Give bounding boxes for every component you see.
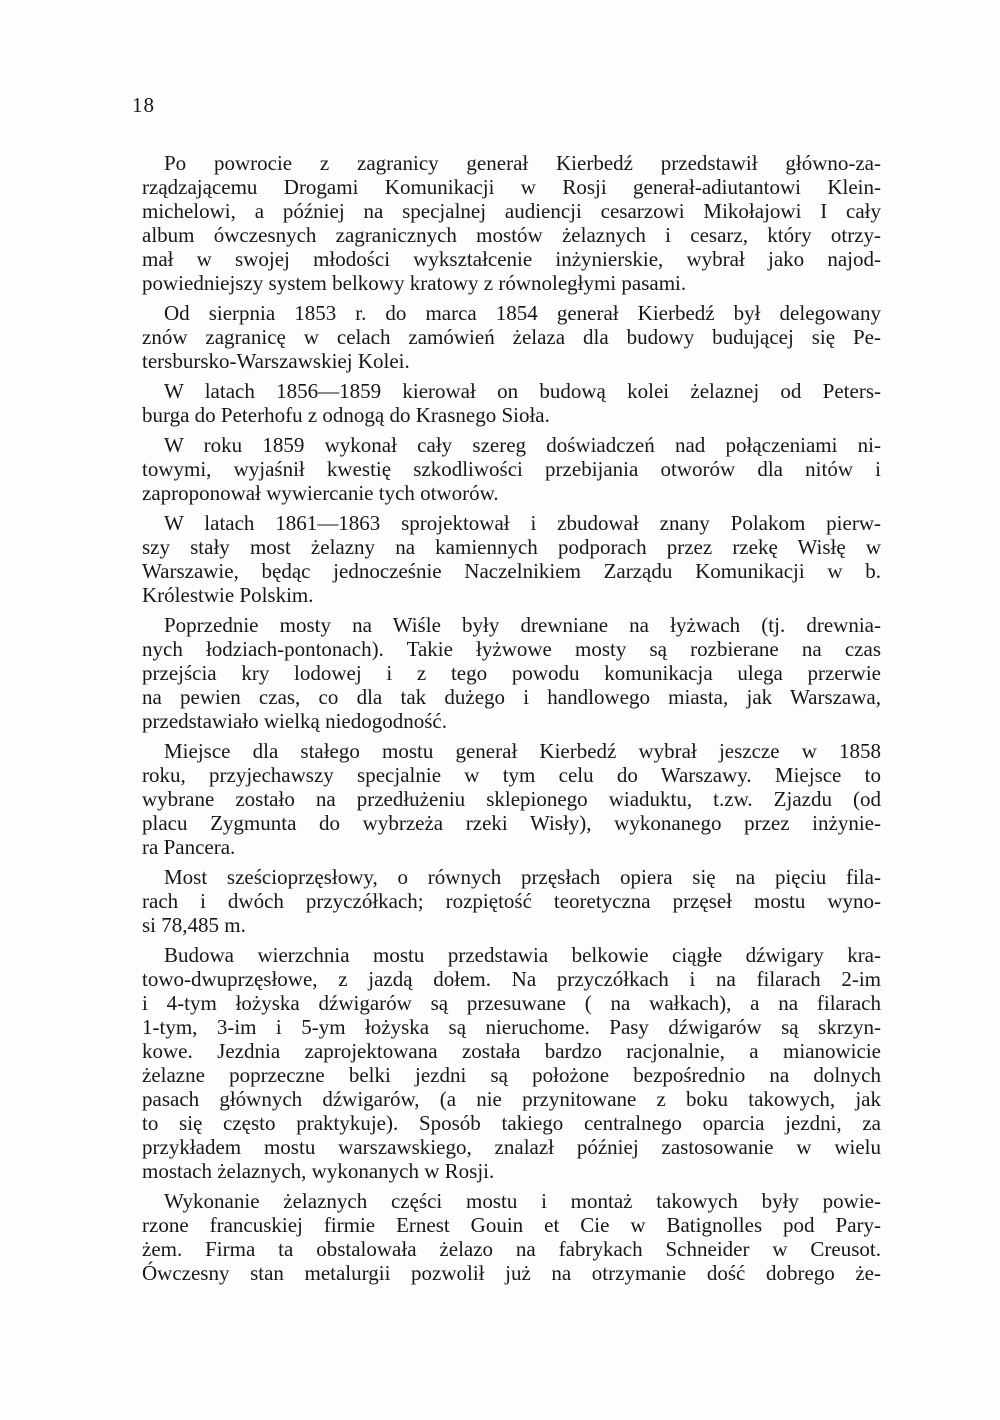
text-line: tersbursko-Warszawskiej Kolei. <box>142 349 410 373</box>
text-line: towymi, wyjaśnił kwestię szkodliwości przebijania otworów dla nitów i <box>142 457 881 481</box>
text-line: W latach 1856—1859 kierował on budową kolei żelaznej od Peters- <box>164 379 881 403</box>
paragraph <box>142 1189 881 1285</box>
text-line: 1-tym, 3-im i 5-ym łożyska są nieruchome. Pasy dźwigarów są skrzyn- <box>142 1015 881 1039</box>
text-line: pasach głównych dźwigarów, (a nie przynitowane z boku takowych, jak <box>142 1087 881 1111</box>
text-line: znów zagranicę w celach zamówień żelaza dla budowy budującej się Pe- <box>142 325 881 349</box>
text-line: przykładem mostu warszawskiego, znalazł później zastosowanie w wielu <box>142 1135 881 1159</box>
text-line: szy stały most żelazny na kamiennych podporach przez rzekę Wisłę w <box>142 535 881 559</box>
text-line: Ówczesny stan metalurgii pozwolił już na otrzymanie dość dobrego że- <box>142 1261 881 1285</box>
text-line: to się często praktykuje). Sposób takiego centralnego oparcia jezdni, za <box>142 1111 881 1135</box>
text-line: i 4-tym łożyska dźwigarów są przesuwane ( na wałkach), a na filarach <box>142 991 881 1015</box>
text-line: ra Pancera. <box>142 835 236 859</box>
text-line: nych łodziach-pontonach). Takie łyżwowe mosty są rozbierane na czas <box>142 637 881 661</box>
paragraph <box>142 379 881 427</box>
text-line: przedstawiało wielką niedogodność. <box>142 709 447 733</box>
text-line: Warszawie, będąc jednocześnie Naczelnikiem Zarządu Komunikacji w b. <box>142 559 881 583</box>
paragraph <box>142 301 881 373</box>
text-line: W latach 1861—1863 sprojektował i zbudował znany Polakom pierw- <box>164 511 881 535</box>
text-line: W roku 1859 wykonał cały szereg doświadczeń nad połączeniami ni- <box>164 433 881 457</box>
text-line: Poprzednie mosty na Wiśle były drewniane na łyżwach (tj. drewnia- <box>164 613 881 637</box>
text-line: mostach żelaznych, wykonanych w Rosji. <box>142 1159 495 1183</box>
text-line: album ówczesnych zagranicznych mostów żelaznych i cesarz, który otrzy- <box>142 223 881 247</box>
text-line: Budowa wierzchnia mostu przedstawia belkowie ciągłe dźwigary kra- <box>164 943 881 967</box>
paragraph <box>142 739 881 859</box>
text-line: Most sześcioprzęsłowy, o równych przęsłach opiera się na pięciu fila- <box>164 865 881 889</box>
text-line: burga do Peterhofu z odnogą do Krasnego Sioła. <box>142 403 550 427</box>
paragraph <box>142 943 881 1183</box>
paragraph <box>142 613 881 733</box>
text-line: Wykonanie żelaznych części mostu i montaż takowych były powie- <box>164 1189 881 1213</box>
text-line: powiedniejszy system belkowy kratowy z równoległymi pasami. <box>142 271 687 295</box>
paragraph <box>142 865 881 937</box>
text-line: Miejsce dla stałego mostu generał Kierbedź wybrał jeszcze w 1858 <box>164 739 881 763</box>
text-line: kowe. Jezdnia zaprojektowana została bardzo racjonalnie, a mianowicie <box>142 1039 881 1063</box>
paragraph <box>142 433 881 505</box>
text-line: towo-dwuprzęsłowe, z jazdą dołem. Na przyczółkach i na filarach 2-im <box>142 967 881 991</box>
text-line: Po powrocie z zagranicy generał Kierbedź przedstawił główno-za- <box>164 151 881 175</box>
text-line: na pewien czas, co dla tak dużego i handlowego miasta, jak Warszawa, <box>142 685 881 709</box>
text-line: żelazne poprzeczne belki jezdni są położone bezpośrednio na dolnych <box>142 1063 881 1087</box>
paragraph <box>142 151 881 295</box>
page-number: 18 <box>132 93 155 117</box>
text-line: rządzającemu Drogami Komunikacji w Rosji generał-adiutantowi Klein- <box>142 175 881 199</box>
text-line: przejścia kry lodowej i z tego powodu komunikacja ulega przerwie <box>142 661 881 685</box>
text-line: rzone francuskiej firmie Ernest Gouin et Cie w Batignolles pod Pary- <box>142 1213 881 1237</box>
text-line: rach i dwóch przyczółkach; rozpiętość teoretyczna przęseł mostu wyno- <box>142 889 881 913</box>
text-block <box>142 151 881 1291</box>
text-line: wybrane zostało na przedłużeniu sklepionego wiaduktu, t.zw. Zjazdu (od <box>142 787 881 811</box>
text-line: si 78,485 m. <box>142 913 246 937</box>
paragraph <box>142 511 881 607</box>
text-line: Królestwie Polskim. <box>142 583 314 607</box>
text-line: placu Zygmunta do wybrzeża rzeki Wisły), wykonanego przez inżynie- <box>142 811 881 835</box>
text-line: żem. Firma ta obstalowała żelazo na fabrykach Schneider w Creusot. <box>142 1237 881 1261</box>
text-line: mał w swojej młodości wykształcenie inżynierskie, wybrał jako najod- <box>142 247 881 271</box>
text-line: roku, przyjechawszy specjalnie w tym celu do Warszawy. Miejsce to <box>142 763 881 787</box>
text-line: michelowi, a później na specjalnej audiencji cesarzowi Mikołajowi I cały <box>142 199 881 223</box>
text-line: zaproponował wywiercanie tych otworów. <box>142 481 499 505</box>
text-line: Od sierpnia 1853 r. do marca 1854 generał Kierbedź był delegowany <box>164 301 881 325</box>
